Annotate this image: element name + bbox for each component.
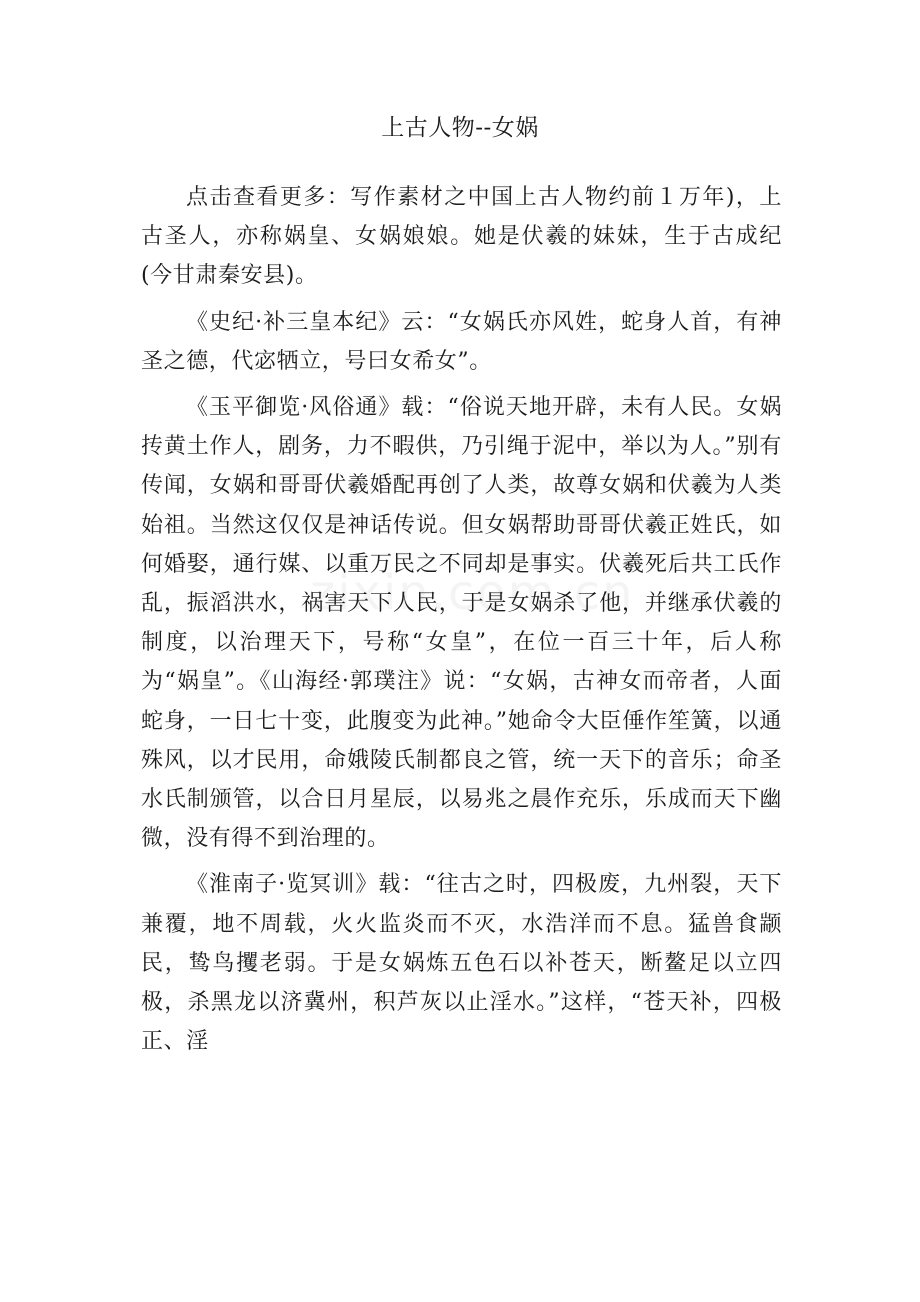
document-title: 上古人物--女娲 bbox=[381, 115, 539, 141]
paragraph-yuping: 《玉平御览·风俗通》载：“俗说天地开辟，未有人民。女娲抟黄土作人，剧务，力不暇供，乃引绳于泥中，举以为人。”别有传闻，女娲和哥哥伏羲婚配再创了人类，故尊女娲和伏羲为人类始祖。当然这仅仅是神话传说。但女娲帮助哥哥伏羲正姓氏，如何婚娶，通行媒、以重万民之不同却是事实。伏羲死后共工氏作乱，振滔洪水，祸害天下人民，于是女娲杀了他，并继承伏羲的制度，以治理天下，号称“女皇”，在位一百三十年，后人称为“娲皇”。《山海经·郭璞注》说：“女娲，古神女而帝者，人面蛇身，一日七十变，此腹变为此神。”她命令大臣倕作笙簧，以通殊风，以才民用，命娥陵氏制都良之管，统一天下的音乐；命圣水氏制颁管，以合日月星辰，以易兆之晨作充乐，乐成而天下幽微，没有得不到治理的。 bbox=[141, 395, 782, 852]
document-body bbox=[141, 178, 782, 1068]
paragraph-intro: 点击查看更多：写作素材之中国上古人物约前１万年)，上古圣人，亦称娲皇、女娲娘娘。她是伏羲的妹妹，生于古成纪(今甘肃秦安县)。 bbox=[141, 185, 782, 289]
paragraph-shiji: 《史纪·补三皇本纪》云：“女娲氏亦风姓，蛇身人首，有神圣之德，代宓牺立，号曰女希女”。 bbox=[141, 309, 782, 374]
paragraph-huainanzi: 《淮南子·览冥训》载：“往古之时，四极废，九州裂，天下兼覆，地不周载，火火监炎而不灭，水浩洋而不息。猛兽食颛民，鸷鸟攫老弱。于是女娲炼五色石以补苍天，断鳌足以立四极，杀黑龙以济冀州，积芦灰以止淫水。”这样，“苍天补，四极正、淫 bbox=[141, 872, 782, 1055]
